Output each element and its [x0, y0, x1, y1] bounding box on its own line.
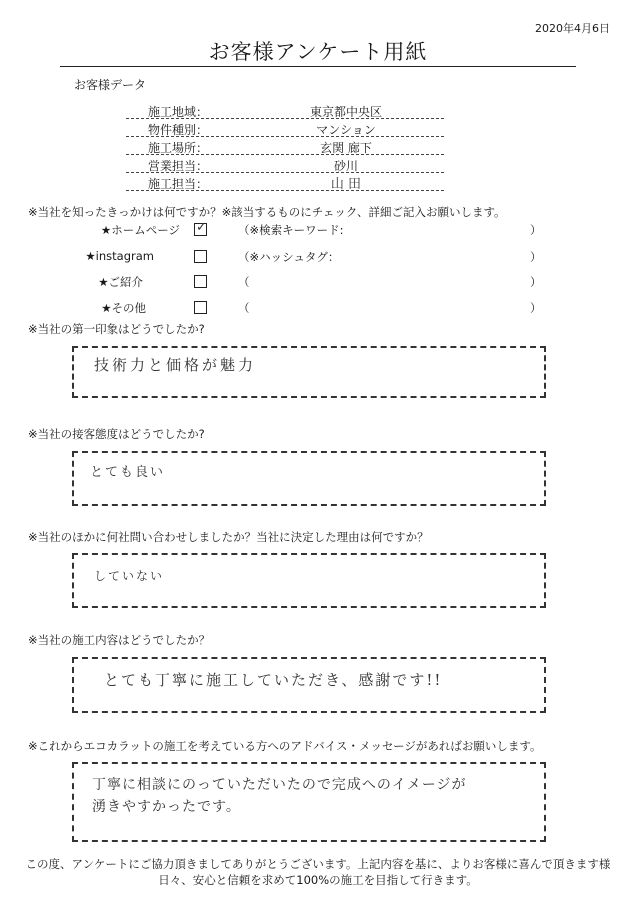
customer-row-label: 物件種別： [148, 123, 209, 137]
customer-row-property-type [126, 120, 444, 137]
handwritten-answer: していない [94, 569, 165, 583]
question-how-found: ※当社を知ったきっかけは何ですか？※該当するものにチェック、詳細ご記入お願いします。 [28, 205, 506, 219]
detail-close-paren: ） [530, 275, 542, 289]
question-work-quality: ※当社の施工内容はどうでしたか？ [28, 633, 211, 647]
question-customer-service: ※当社の接客態度はどうでしたか? [28, 427, 205, 441]
footer-thanks-line-1: この度、アンケートにご協力頂きましてありがとうございます。上記内容を基に、よりお客様に喜んで頂きます様 [25, 857, 611, 871]
detail-hashtag: （※ハッシュタグ： [238, 250, 340, 264]
question-advice-message: ※これからエコカラットの施工を考えている方へのアドバイス・メッセージがあればお願いします。 [28, 739, 542, 753]
detail-referral: （ [238, 275, 250, 289]
answer-box-customer-service[interactable] [72, 451, 546, 506]
customer-row-label: 施工場所： [148, 141, 209, 155]
checkbox-referral[interactable] [194, 275, 207, 288]
checkbox-homepage[interactable] [194, 220, 207, 236]
customer-data-label: お客様データ [74, 78, 147, 92]
checkbox-instagram[interactable] [194, 250, 207, 263]
customer-row-value-handwritten: 山 田 [330, 177, 362, 192]
answer-box-advice-message[interactable] [72, 762, 546, 842]
handwritten-answer: とても丁寧に施工していただき、感謝です!! [104, 671, 443, 689]
handwritten-answer-line-1: 丁寧に相談にのっていただいたので完成へのイメージが [92, 777, 467, 793]
customer-row-area [126, 102, 444, 119]
customer-row-value: 東京都中央区 [309, 105, 382, 119]
detail-close-paren: ） [530, 301, 542, 315]
customer-row-label: 施工担当： [148, 177, 209, 191]
option-label-homepage: ★ホームページ [100, 223, 180, 237]
answer-box-work-quality[interactable] [72, 657, 546, 713]
survey-date: 2020年4月6日 [535, 22, 610, 35]
check-icon: ✓ [196, 220, 207, 235]
customer-row-sales-rep [126, 156, 444, 173]
option-label-referral: ★ご紹介 [98, 275, 143, 289]
answer-box-other-companies[interactable] [72, 553, 546, 608]
footer-thanks-line-2: 日々、安心と信頼を求めて100%の施工を目指して行きます。 [158, 873, 478, 887]
checkbox-other[interactable] [194, 301, 207, 314]
customer-row-installer [126, 174, 444, 191]
answer-box-first-impression[interactable] [72, 346, 546, 398]
detail-close-paren: ） [530, 223, 542, 237]
title-underline [60, 66, 576, 67]
handwritten-answer: とても良い [90, 465, 166, 480]
customer-row-label: 営業担当： [148, 159, 209, 173]
handwritten-answer: 技術力と価格が魅力 [94, 356, 257, 374]
customer-row-label: 施工地域： [148, 105, 209, 119]
customer-row-location [126, 138, 444, 155]
customer-row-value: 玄関 廊下 [320, 141, 372, 155]
detail-close-paren: ） [530, 250, 542, 264]
option-label-instagram: ★instagram [85, 249, 154, 263]
detail-other: （ [238, 301, 250, 315]
question-first-impression: ※当社の第一印象はどうでしたか? [28, 322, 205, 336]
detail-search-keyword: （※検索キーワード: [238, 223, 344, 237]
question-other-companies: ※当社のほかに何社問い合わせしましたか？当社に決定した理由は何ですか？ [28, 530, 429, 544]
page-title: お客様アンケート用紙 [208, 40, 428, 64]
option-label-other: ★その他 [101, 301, 146, 315]
customer-row-value: マンション [316, 123, 376, 137]
handwritten-answer-line-2: 湧きやすかったです。 [92, 799, 241, 815]
customer-row-value: 砂川 [333, 159, 358, 173]
